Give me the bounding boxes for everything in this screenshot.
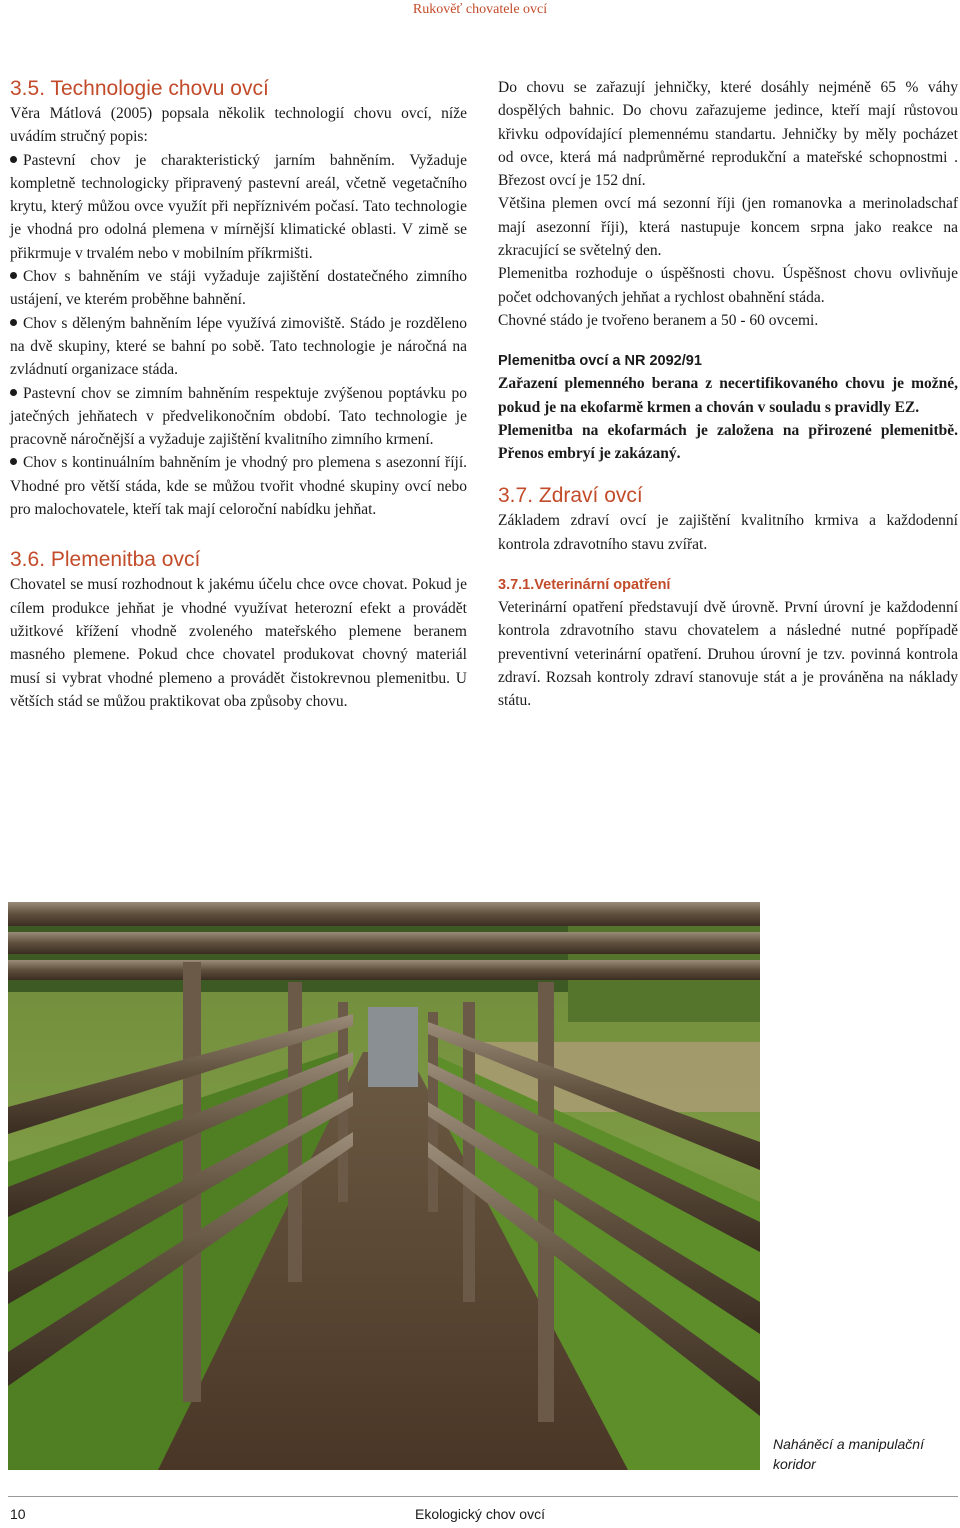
paragraph: Chovatel se musí rozhodnout k jakému účelu chce ovce chovat. Pokud je cílem produkce jehňat je vhodné využívat heterozní efekt a provádět užitkové křížení vhodně zvoleného mateřského plemene beranem masného plemene. Pokud chce chovatel produkovat chovný materiál musí si vybrat vhodné plemeno a provádět čistokrevnou plemenitbu. U větších stád se můžou praktikovat oba způsoby chovu. — [10, 576, 467, 710]
paragraph: Základem zdraví ovcí je zajištění kvalitního krmiva a každodenní kontrola zdravotního stavu zvířat. — [498, 512, 958, 553]
paragraph: Plemenitba rozhoduje o úspěšnosti chovu. Úspěšnost chovu ovlivňuje počet odchovaných jehňat a rychlost obahnění stáda. — [498, 265, 958, 306]
page-number: 10 — [10, 1506, 26, 1522]
section-title: Plemenitba ovcí — [50, 548, 201, 572]
bullet-item — [10, 312, 467, 382]
section-title: Technologie chovu ovcí — [50, 77, 269, 100]
running-header: Rukověť chovatele ovcí — [412, 2, 548, 17]
section-heading-3-6 — [10, 547, 467, 573]
bullet-text: Chov s děleným bahněním lépe využívá zimoviště. Stádo je rozděleno na dvě skupiny, které se bahní po sobě. Tato technologie je náročná na zvládnutí organizace stáda. — [10, 314, 467, 379]
corridor-photo-illustration — [8, 902, 760, 1470]
bullet-icon — [10, 272, 17, 279]
bullet-item — [10, 382, 467, 452]
bullet-icon — [10, 389, 17, 396]
footer-title: Ekologický chov ovcí — [415, 1506, 545, 1522]
subsection-heading-3-7-1: 3.7.1.Veterinární opatření — [498, 577, 671, 594]
section-number: 3.6. — [10, 548, 46, 572]
law-box-title: Plemenitba ovcí a NR 2092/91 — [498, 353, 702, 370]
section-number: 3.5. — [10, 77, 46, 100]
bullet-item — [10, 149, 467, 265]
section-heading-3-7 — [498, 483, 958, 509]
bullet-item — [10, 265, 467, 312]
left-column — [10, 76, 467, 713]
bullet-text: Pastevní chov se zimním bahněním respektuje zvýšenou poptávku po jatečných jehňatech v předvelikonočním období. Tato technologie je pracovně náročnější a vyžaduje zajištění kvalitního zimního krmení. — [10, 384, 467, 449]
paragraph: Většina plemen ovcí má sezonní říji (jen romanovka a merinoladschaf mají asezonní říji), která nastupuje koncem srpna jako reakce na zkracující se světelný den. — [498, 195, 958, 260]
paragraph: Veterinární opatření představují dvě úrovně. První úrovní je každodenní kontrola zdravotního stavu chovatelem a následné nutné popřípadě preventivní veterinární opatření. Druhou úrovní je tzv. povinná kontrola zdraví. Rozsah kontroly zdraví stanovuje stát a je prováněna na náklady státu. — [498, 599, 958, 710]
footer-divider — [8, 1496, 958, 1497]
bullet-icon — [10, 458, 17, 465]
paragraph: Do chovu se zařazují jehničky, které dosáhly nejméně 65 % váhy dospělých bahnic. Do chovu zařazujeme jedince, kteří mají růstovou křivku odpovídající plemennému standartu. Jehničky by měly pocházet od ovce, která má nadprůměrné reprodukční a mateřské schopnostmi . Březost ovcí je 152 dní. — [498, 79, 958, 190]
corridor-photo — [8, 902, 760, 1470]
bullet-text: Chov s kontinuálním bahněním je vhodný pro plemena s asezonní říjí. Vhodné pro větší stáda, kde se můžou tvořit vhodné skupiny ovcí nebo pro malochovatele, kteří tak mají celoroční nabídku jehňat. — [10, 454, 467, 519]
section-heading-3-5 — [10, 76, 467, 102]
bullet-icon — [10, 156, 17, 163]
law-paragraph: Plemenitba na ekofarmách je založena na přirozené plemenitbě. Přenos embryí je zakázaný. — [498, 421, 958, 463]
bullet-item — [10, 451, 467, 521]
section-title: Zdraví ovcí — [538, 484, 643, 508]
intro-paragraph: Věra Mátlová (2005) popsala několik technologií chovu ovcí, níže uvádím stručný popis: — [10, 105, 467, 146]
bullet-icon — [10, 319, 17, 326]
section-number: 3.7. — [498, 484, 534, 508]
right-column — [498, 76, 958, 713]
bullet-text: Chov s bahněním ve stáji vyžaduje zajištění dostatečného zimního ustájení, ve kterém proběhne bahnění. — [10, 268, 467, 309]
bullet-text: Pastevní chov je charakteristický jarním bahněním. Vyžaduje kompletně technologicky připravený pastevní areál, včetně vegetačního krytu, který můžou ovce využít při nepříznivém počasí. Tato technologie je vhodná pro odolná plemena v mírnější klimatické oblasti. V zimě se přikrmuje v trvalém nebo v mobilním příkrmišti. — [10, 151, 467, 262]
paragraph: Chovné stádo je tvořeno beranem a 50 - 60 ovcemi. — [498, 311, 819, 329]
law-paragraph: Zařazení plemenného berana z necertifikovaného chovu je možné, pokud je na ekofarmě krmen a chován v souladu s pravidly EZ. — [498, 375, 958, 416]
figure-caption: Naháněcí a manipulační koridor — [773, 1436, 924, 1472]
